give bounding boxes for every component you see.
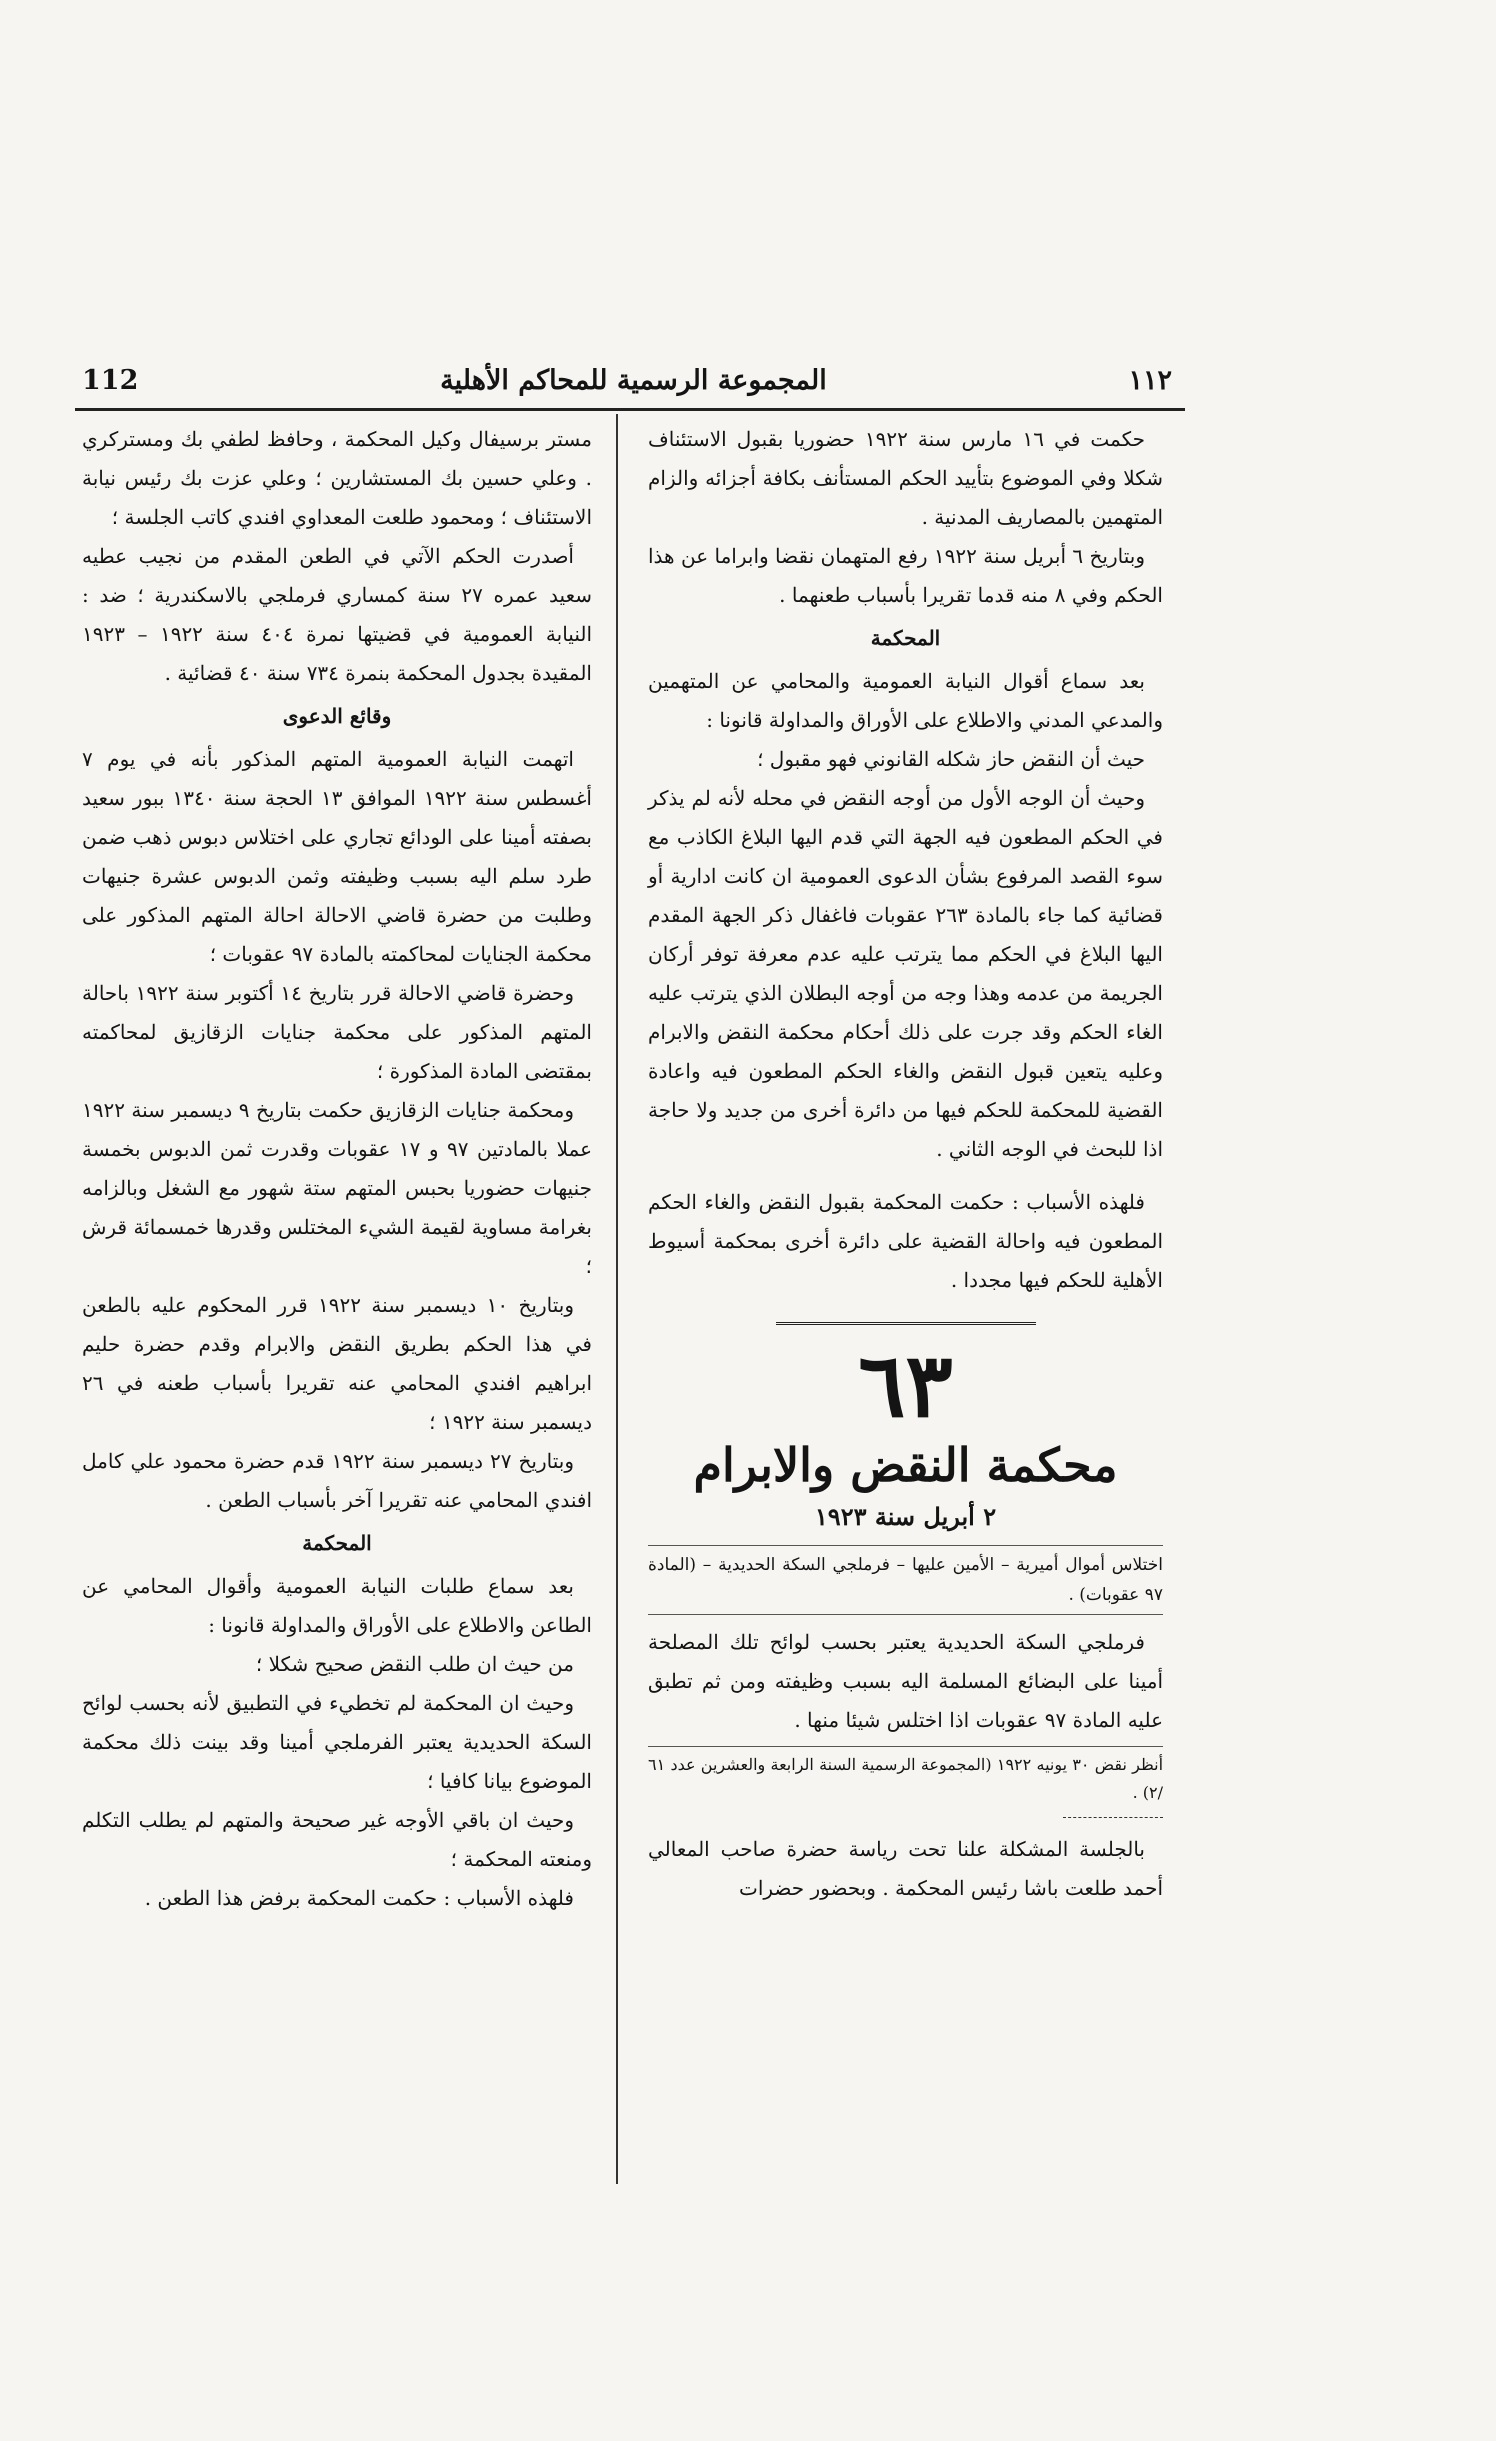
page-number-arabic: ١١٢: [1128, 364, 1172, 396]
paragraph: وحضرة قاضي الاحالة قرر بتاريخ ١٤ أكتوبر سنة ١٩٢٢ باحالة المتهم المذكور على محكمة جنايات الزقازيق لمحاكمته بمقتضى المادة المذكورة ؛: [82, 981, 592, 1083]
right-column: [648, 420, 1163, 1908]
section-heading-court: المحكمة: [870, 626, 941, 650]
reference-note: أنظر نقض ٣٠ يونيه ١٩٢٢ (المجموعة الرسمية السنة الرابعة والعشرين عدد ٦١ /٢) .: [648, 1746, 1163, 1807]
court-name-heading: محكمة النقض والابرام: [693, 1438, 1118, 1492]
section-heading-facts: وقائع الدعوى: [282, 704, 392, 728]
case-keywords: اختلاس أموال أميرية – الأمين عليها – فرملجي السكة الحديدية – (المادة ٩٧ عقوبات) .: [648, 1545, 1163, 1615]
paragraph: وبتاريخ ١٠ ديسمبر سنة ١٩٢٢ قرر المحكوم عليه بالطعن في هذا الحكم بطريق النقض والابرام وقدم حضرة حليم ابراهيم افندي المحامي عنه تقريرا بأسباب طعنه في ٢٦ ديسمبر سنة ١٩٢٢ ؛: [82, 1293, 592, 1434]
verdict-paragraph: فلهذه الأسباب : حكمت المحكمة برفض هذا الطعن .: [144, 1886, 574, 1910]
section-heading-court: المحكمة: [302, 1531, 372, 1555]
case-separator: [776, 1322, 1036, 1331]
running-title: المجموعة الرسمية للمحاكم الأهلية: [440, 364, 827, 396]
paragraph: بعد سماع أقوال النيابة العمومية والمحامي عن المتهمين والمدعي المدني والاطلاع على الأوراق والمداولة قانونا :: [648, 669, 1163, 732]
page-number-latin: 112: [82, 364, 139, 396]
paragraph: أصدرت الحكم الآتي في الطعن المقدم من نجيب عطيه سعيد عمره ٢٧ سنة كمساري فرملجي بالاسكندرية ؛ ضد : النيابة العمومية في قضيتها نمرة ٤٠٤ سنة ١٩٢٢ – ١٩٢٣ المقيدة بجدول المحكمة بنمرة ٧٣٤ سنة ٤٠ قضائية .: [82, 544, 593, 685]
left-column: [82, 420, 592, 1918]
column-divider: [616, 414, 618, 2184]
case-summary: فرملجي السكة الحديدية يعتبر بحسب لوائح تلك المصلحة أمينا على البضائع المسلمة اليه بسبب وظيفته ومن ثم تطبق عليه المادة ٩٧ عقوبات اذا اختلس شيئا منها .: [648, 1630, 1163, 1732]
paragraph: وحيث أن الوجه الأول من أوجه النقض في محله لأنه لم يذكر في الحكم المطعون فيه الجهة التي قدم اليها البلاغ الكاذب مع سوء القصد المرفوع بشأن الدعوى العمومية ان كانت ادارية أو قضائية كما جاء بالمادة ٢٦٣ عقوبات فاغفال ذكر الجهة المقدم اليها البلاغ في الحكم مما يترتب عليه عدم معرفة توفر أركان الجريمة من عدمه وهذا وجه من أوجه البطلان الذي يترتب عليه الغاء الحكم وقد جرت على ذلك أحكام محكمة النقض والابرام وعليه يتعين قبول النقض والغاء الحكم المطعون فيه واعادة القضية للمحكمة للحكم فيها من دائرة أخرى من جديد ولا حاجة اذا للبحث في الوجه الثاني .: [648, 786, 1163, 1161]
paragraph: مستر برسيفال وكيل المحكمة ، وحافظ لطفي بك ومستركري . وعلي حسين بك المستشارين ؛ وعلي عزت بك رئيس نيابة الاستئناف ؛ ومحمود طلعت المعداوي افندي كاتب الجلسة ؛: [82, 427, 592, 529]
paragraph: ومحكمة جنايات الزقازيق حكمت بتاريخ ٩ ديسمبر سنة ١٩٢٢ عملا بالمادتين ٩٧ و ١٧ عقوبات وقدرت ثمن الدبوس بخمسة جنيهات حضوريا بحبس المتهم ستة شهور مع الشغل وبالزامه بغرامة مساوية لقيمة الشيء المختلس وقدرها خمسمائة قرش ؛: [82, 1098, 593, 1278]
verdict-paragraph: فلهذه الأسباب : حكمت المحكمة بقبول النقض والغاء الحكم المطعون فيه واحالة القضية على دائرة أخرى بمحكمة أسيوط الأهلية للحكم فيها مجددا .: [648, 1190, 1163, 1292]
paragraph: بعد سماع طلبات النيابة العمومية وأقوال المحامي عن الطاعن والاطلاع على الأوراق والمداولة قانونا :: [82, 1574, 592, 1637]
paragraph: حيث أن النقض حاز شكله القانوني فهو مقبول ؛: [757, 747, 1145, 771]
session-paragraph: بالجلسة المشكلة علنا تحت رياسة حضرة صاحب المعالي أحمد طلعت باشا رئيس المحكمة . وبحضور حضرات: [648, 1837, 1163, 1900]
paragraph: وحيث ان المحكمة لم تخطيء في التطبيق لأنه بحسب لوائح السكة الحديدية يعتبر الفرملجي أمينا وقد بينت ذلك محكمة الموضوع بيانا كافيا ؛: [82, 1691, 592, 1793]
paragraph: وحيث ان باقي الأوجه غير صحيحة والمتهم لم يطلب التكلم ومنعته المحكمة ؛: [82, 1808, 592, 1871]
reference-separator: [1063, 1817, 1163, 1818]
paragraph: وبتاريخ ٢٧ ديسمبر سنة ١٩٢٢ قدم حضرة محمود علي كامل افندي المحامي عنه تقريرا آخر بأسباب الطعن .: [82, 1449, 592, 1512]
page-header: [82, 355, 1172, 405]
paragraph: من حيث ان طلب النقض صحيح شكلا ؛: [255, 1652, 574, 1676]
case-date: ٢ أبريل سنة ١٩٢٣: [814, 1502, 997, 1531]
header-rule: [75, 408, 1185, 411]
paragraph: اتهمت النيابة العمومية المتهم المذكور بأنه في يوم ٧ أغسطس سنة ١٩٢٢ الموافق ١٣ الحجة سنة ١٣٤٠ ببور سعيد بصفته أمينا على الودائع تجاري على اختلاس دبوس ذهب ضمن طرد سلم اليه بسبب وظيفته وثمن الدبوس عشرة جنيهات وطلبت من حضرة قاضي الاحالة احالة المتهم المذكور على محكمة الجنايات لمحاكمته بالمادة ٩٧ عقوبات ؛: [82, 747, 592, 966]
paragraph: حكمت في ١٦ مارس سنة ١٩٢٢ حضوريا بقبول الاستئناف شكلا وفي الموضوع بتأييد الحكم المستأنف بكافة أجزائه والزام المتهمين بالمصاريف المدنية .: [648, 427, 1163, 529]
case-number: ٦٣: [858, 1333, 953, 1437]
paragraph: وبتاريخ ٦ أبريل سنة ١٩٢٢ رفع المتهمان نقضا وابراما عن هذا الحكم وفي ٨ منه قدما تقريرا بأسباب طعنهما .: [648, 544, 1163, 607]
